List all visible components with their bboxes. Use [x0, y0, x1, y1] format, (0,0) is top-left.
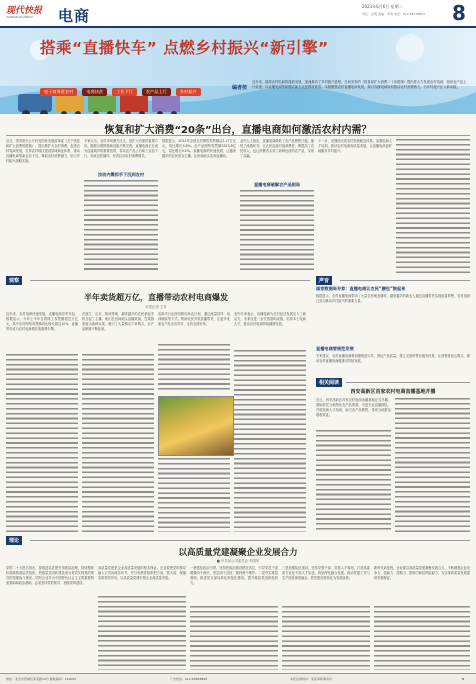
article3-col2: 高质量党建是企业高质量发展的根本保证。企业要把党的领导融入公司治理各环节，充分发挥党组织把方向、管大局、保落实的领导作用，以高质量党建引领企业高质量发展。 [98, 566, 186, 580]
article2-col2: 在浙江、山东、陕西等地，越来越多的农民拿起手机当起了主播。他们在田间地头直播采摘，在果园里展示新鲜水果，吸引了大量网友下单购买，农产品销路不断拓宽。 [82, 312, 154, 331]
editor-note-text: 近年来，随着农村电商的蓬勃发展，加速推动了乡村振兴进程。日前发布的《恢复和扩大消费二十条措施》提出要大力发展农村电商，拓宽农产品上行渠道，以直播电商等新模式助力农民增收致富。本版聚焦农村直播电商发展，探讨直播电商如何激活农村消费潜力，为乡村振兴注入新动能。 [252, 80, 467, 90]
banner-tag: 电商扶贫 [82, 88, 107, 96]
article2-col4: 业内专家表示，直播电商为农村经济发展注入了新活力，未来应进一步完善基础设施，培育本土电商人才，推动农村电商持续健康发展。 [234, 312, 306, 326]
banner-tag: 农产品上行 [142, 88, 171, 96]
footer-ad-line: 广告热线：010-88888888 [170, 677, 208, 681]
banner-tag: 电子商务进农村 [40, 88, 77, 96]
theory-label: 理论 [6, 536, 22, 545]
article2-byline: 本报记者 王芳 [145, 305, 167, 309]
footer-legal: 本报法律顾问：某某律师事务所 [290, 677, 333, 681]
article2-col1: 近年来，农村电商快速发展，直播电商异军突起。数据显示，今年上半年全国网上零售额超过万亿元，其中农村网络零售额同比增长超过10%，直播带货成为农村电商增长的重要引擎。 [6, 312, 78, 331]
article1-subhead-b: 直播电商破解农产品困局 [253, 182, 301, 187]
fruit-photo [158, 396, 234, 456]
article3-col4-body [282, 606, 370, 670]
related-text: 近日，西安高新区首家农村电商直播基地正式开播。基地依托当地特色农产品资源，引进专业直播团队，开展电商人才培训，助力农产品销售，带动当地群众增收致富。 [316, 398, 391, 417]
date-line: 2023年6月6日 星期二 [362, 4, 403, 9]
article2-col2-body [82, 354, 154, 532]
article1-col2-body [84, 180, 158, 273]
paper-sub: XIANDAI KUAIBAO [6, 15, 33, 19]
banner-title: 搭乘“直播快车” 点燃乡村振兴“新引擎” [40, 39, 329, 57]
footer-page-number: 8 [462, 677, 465, 681]
article3-col4: 三是加强队伍建设，坚持党管干部、党管人才原则，打造高素质专业化干部人才队伍。四是深化融合发展，推动党建工作与生产经营深度融合，把党建优势转化为发展优势。 [282, 566, 370, 580]
article1-col4: 业内人士指出，直播电商降低了农产品销售门槛，缩短了流通环节，让农民直接对接消费者，既提高了农民收入，也让消费者买到了新鲜优质的农产品，实现了双赢。 [240, 139, 314, 158]
article2-col1-body [6, 354, 78, 532]
article3-col3-body [190, 606, 278, 670]
article2-col4-body [234, 350, 306, 532]
voice-label: 声音 [316, 276, 332, 285]
related-headline: 西安高新区首家农村电商直播基地开播 [350, 389, 436, 395]
article1-subhead-a: 拉动内需抓手下沉到农村 [97, 172, 145, 177]
quote1-text: 数据显示，农村直播电商带动了大量农民就业增收，越来越多的新农人通过直播带货实现致富梦想，农村电商已成为推动乡村振兴的重要力量。 [316, 294, 470, 303]
observe-label: 观察 [6, 276, 22, 285]
divider [340, 280, 470, 281]
section-title: 电商 [58, 7, 91, 25]
banner-tag: 乡村振兴 [176, 88, 201, 96]
banner-tag: 工业下行 [112, 88, 137, 96]
quote1-title: 国家数据局专家：直播电商让农民“腰包”鼓起来 [316, 286, 406, 291]
article3-col5-body [374, 606, 470, 670]
editor-note-label: 编者按 [232, 85, 248, 91]
article1-col3: 数据显示，2022年全国农村网络零售额达2.17万亿元，同比增长3.6%。农产品网络零售额5313.8亿元，同比增长9.2%。直播电商的快速发展，让越来越多的农民成为主播，让田间地头变成直播间。 [162, 139, 236, 158]
article2-col3-lower [158, 458, 230, 532]
divider [346, 382, 470, 383]
related-label: 相关阅读 [316, 378, 342, 387]
related-col1-body [316, 430, 391, 532]
divider [6, 135, 470, 136]
article2-headline: 半年卖货超万亿，直播带动农村电商爆发 [84, 293, 228, 302]
related-col2-body [395, 398, 470, 532]
article1-col5: 下一步，应继续完善农村物流配送体系，加强电商人才培训，推动农村电商高质量发展，让直播电商更好地服务乡村振兴。 [318, 139, 392, 153]
article1-col1: 近日，国务院办公厅转发国家发展改革委《关于恢复和扩大消费的措施》，提出要扩大农村消费，促进农村电商发展，支持农村地区建设县域商业体系，推动直播电商等新业态下沉，释放农村消费潜力，助力乡村振兴战略实施。 [6, 139, 80, 163]
article3-col1: 党的二十大报告指出，要推进以党建引领基层治理，持续整顿软弱涣散基层党组织，把基层党组织建设成为有效实现党的领导的坚强战斗堡垒。国有企业作为中国特色社会主义的重要物质基础和政治基础，必须坚持党的领导、加强党的建设。 [6, 566, 94, 585]
divider [30, 280, 310, 281]
article1-headline: 恢复和扩大消费“20条”出台，直播电商如何激活农村内需？ [104, 125, 372, 136]
article3-col5: 新时代新征程，企业要以高质量党建凝聚发展合力，不断增强企业竞争力、创新力、控制力、影响力和抗风险能力，为实现高质量发展提供坚强保证。 [374, 566, 470, 580]
quote2-text: 专家建议，农村直播电商要加强规范引导，保证产品质量，建立完善的售后服务体系，让消费者放心购买，推动农村直播电商健康可持续发展。 [316, 354, 470, 363]
quote2-title: 直播电商要规范发展 [316, 346, 354, 351]
page-number: 8 [452, 1, 466, 25]
banner [0, 28, 476, 114]
article2-col3-body [158, 344, 230, 392]
article1-col6 [396, 139, 470, 273]
footer-address: 地址：北京市西城区某某路18号 邮政编码：100000 [6, 677, 77, 681]
article1-col2: 专家认为，农村市场潜力巨大，是扩大内需的重要方向。随着互联网基础设施不断完善，直播电商正在成为连接城乡的重要纽带，带动农产品上行和工业品下行，形成良性循环，有效拉动农村消费增长。 [84, 139, 158, 158]
masthead [0, 0, 476, 28]
article3-col3: 一是强化政治引领，坚持把政治建设摆在首位，引导党员干部增强四个意识、坚定四个自信、做到两个维护。二是夯实基层基础，推进党支部标准化规范化建设，提升基层党组织组织力。 [190, 566, 278, 585]
article2-col3: 电商平台也纷纷推出助农计划，通过流量扶持、培训赋能等方式，帮助农民开展直播带货，让更多优质农产品走出乡村，走向全国市场。 [158, 312, 230, 326]
article3-headline: 以高质量党建凝聚企业发展合力 [178, 548, 298, 558]
divider [30, 540, 470, 541]
banner-tags [40, 88, 201, 96]
paper-name: 现代快报 [6, 6, 43, 16]
staff-line: 责任：张明 美编：李雪 电话：010-88778851 [362, 12, 425, 16]
footer [0, 673, 476, 684]
article3-col2-body [98, 596, 186, 670]
article3-byline: ■ 中共某公司委员会 李国华 [216, 559, 260, 563]
article1-col4-body [240, 190, 314, 273]
